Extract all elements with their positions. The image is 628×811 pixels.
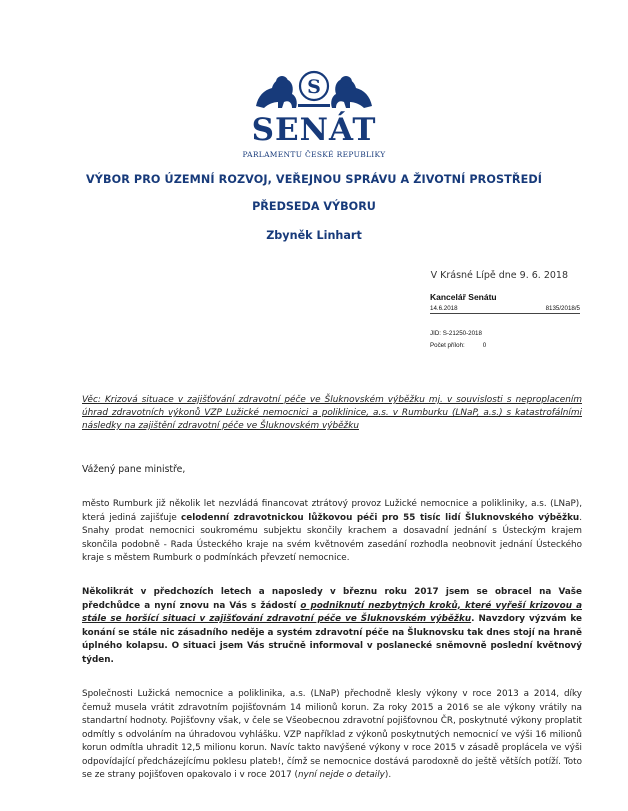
paragraph-1 [82, 498, 582, 566]
stamp-date: 14.6.2018 [430, 305, 458, 312]
committee-name: VÝBOR PRO ÚZEMNÍ ROZVOJ, VEŘEJNOU SPRÁVU A ŽIVOTNÍ PROSTŘEDÍ [86, 173, 542, 186]
paragraph-3-text-c: ). [384, 770, 392, 780]
paragraph-3-text-a: Společnosti Lužická nemocnice a poliklinika, a.s. (LNaP) přechodně klesly výkony v roce 2013 a 2014, díky čemuž musela vrátit zdravotním pojišťovnám 14 milionů korun. Za roky 2015 a 2016 se ale výkony vrátily na standartní hodnoty. Pojišťovny však, v čele se Všeobecnou zdravotní pojišťovnou ČR, poskytnuté výkony proplatit odmítly s odvoláním na úhradovou vyhlášku. VZP například z výkonů poskytnutých nemocnicí ve výši 16 milionů korun odmítla uhradit 12,5 milionu korun. Navíc takto navýšené výkony v roce 2015 v zásadě proplácela ve výši odpovídající předcházejícímu poklesu plateb!, čímž se nemocnice dostává parodoxně do ještě větších potíží. Toto se ze strany pojišťoven opakovalo i v roce 2017 ( [82, 689, 582, 780]
subject-line: Věc: Krizová situace v zajišťování zdravotní péče ve Šluknovském výběžku mj. v souvislosti s neproplacením úhrad zdravotních výkonů VZP Lužické nemocnici a poliklinice, a.s. v Rumburku (LNaP, a.s.) s katastrofálními následky na zajištění zdravotní péče ve Šluknovském výběžku [82, 395, 582, 431]
stamp-jid: JID: S-21250-2018 [430, 330, 482, 337]
brand-subtitle: PARLAMENTU ČESKÉ REPUBLIKY [242, 150, 386, 159]
stamp-attachments-value: 0 [482, 342, 487, 349]
paragraph-2-text-a: Několikrát v předchozích letech a naposledy v březnu roku 2017 jsem se obracel na Vaše předchůdce a nyní znovu na Vás s žádostí [82, 587, 582, 611]
place-date: V Krásné Lípě dne 9. 6. 2018 [430, 270, 568, 281]
paragraph-2-text-c: . Navzdory výzvám ke konání se stále nic zásadního neděje a systém zdravotní péče na Šluknovsku tak dnes stojí na hraně úplného kolapsu. O situaci jsem Vás stručně informoval v poslanecké sněmovně poslední květnový týden. [82, 614, 582, 665]
paragraph-3 [82, 688, 582, 783]
stamp-attachments [430, 342, 580, 349]
paragraph-1-text-c: . Snahy prodat nemocnici soukromému subjektu skončily krachem a dosavadní jednání s Ústeckým krajem skončila podobně - Rada Ústeckého kraje na svém květnovém zasedání rozhodla neobnovit jednání Ústeckého kraje s městem Rumburk o podmínkách převzetí nemocnice. [82, 512, 582, 563]
brand-title: SENÁT [251, 112, 377, 148]
stamp-row [430, 305, 580, 312]
registry-stamp [430, 292, 580, 349]
role-title: PŘEDSEDA VÝBORU [252, 200, 376, 213]
stamp-rule [430, 313, 580, 314]
paragraph-2-emphasis: o podniknutí nezbytných kroků, které vyřeší krizovou a stále se horšící situaci v zajišťování zdravotní péče ve Šluknovském výběžku [82, 600, 583, 624]
paragraph-3-italic: nyní nejde o detaily [297, 770, 385, 780]
svg-text:S: S [307, 76, 321, 98]
stamp-attachments-label: Počet příloh: [430, 342, 465, 349]
person-name: Zbyněk Linhart [266, 229, 362, 242]
salutation: Vážený pane ministře, [82, 464, 186, 475]
paragraph-2 [82, 586, 582, 667]
paragraph-1-text-a: město Rumburk již několik let nezvládá financovat ztrátový provoz Lužické nemocnice a polikliniky, a.s. (LNaP), která jediná zajišťuje [82, 499, 582, 523]
senate-emblem-logo [252, 66, 376, 114]
paragraph-1-emphasis: celodenní zdravotnickou lůžkovou péči pro 55 tisíc lidí Šluknovského výběžku [181, 512, 580, 523]
stamp-office: Kancelář Senátu [430, 292, 497, 302]
stamp-ref: 8135/2018/5 [545, 305, 580, 312]
